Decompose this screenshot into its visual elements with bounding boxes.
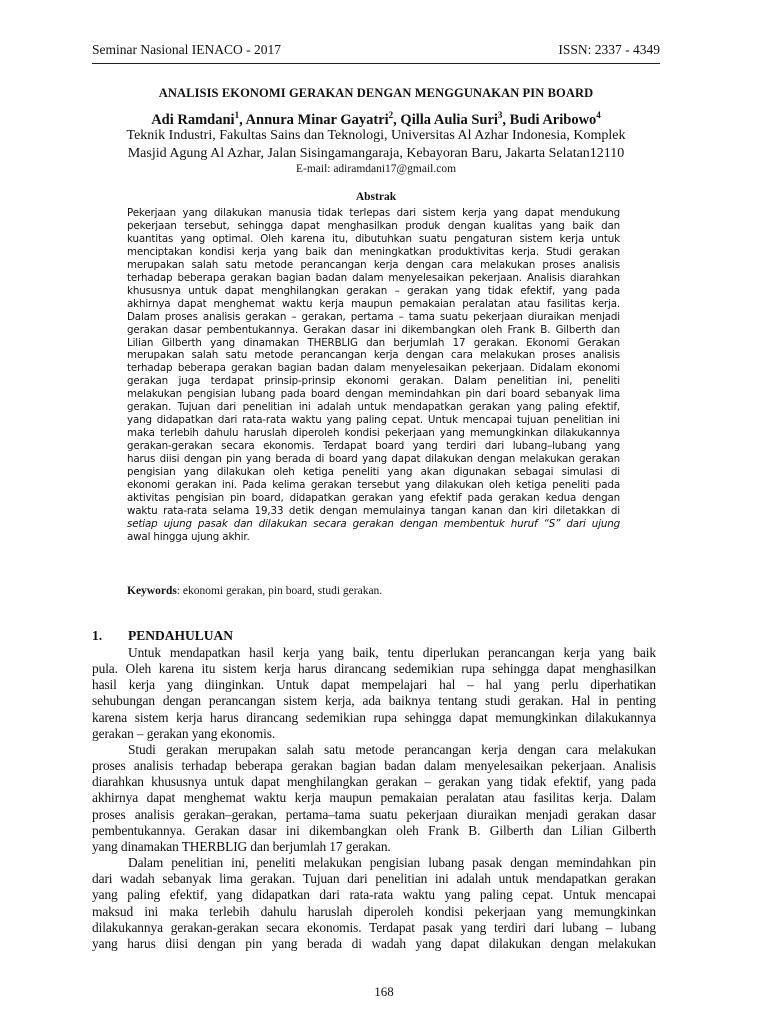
body-line: gerakan – gerakan yang ekonomis. <box>92 725 276 741</box>
header-issn: ISSN: 2337 - 4349 <box>558 42 660 57</box>
author-separator: , <box>502 111 510 128</box>
abstract-line: setiap ujung pasak dan dilakukan secara gerakan dengan membentuk huruf “S” dari ujung <box>127 517 620 530</box>
body-line: pembentukannya. Gerakan dasar ini dikembangkan oleh Frank B. Gilberth dan Lilian Gilberth <box>92 822 656 838</box>
section-heading <box>92 628 233 644</box>
body-line: yang dinamakan THERBLIG dan berjumlah 17 gerakan. <box>92 838 391 854</box>
abstract-line: maka terlebih dahulu haruslah diperoleh kondisi pekerjaan yang memungkinkan dilakukannya <box>127 427 620 440</box>
affiliation-line: Teknik Industri, Fakultas Sains dan Teknologi, Universitas Al Azhar Indonesia, Komplek <box>126 128 626 143</box>
body-line: Dalam penelitian ini, peneliti melakukan pengisian lubang pasak dengan memindahkan pin <box>128 855 656 871</box>
abstract-line: gerakan dasar pembentukannya. Gerakan dasar ini dikembangkan oleh Frank B. Gilberth dan <box>127 323 620 336</box>
page-number: 168 <box>374 984 394 999</box>
abstract-body <box>127 207 620 544</box>
abstract-line: pekerjaan tersebut, sehingga dapat menghasilkan produk dengan kualitas yang baik dan <box>127 219 620 232</box>
abstract-line: terhadap beberapa gerakan bagian badan dalam menyelesaikan pekerjaan. Analisis diarahkan <box>127 271 620 284</box>
body-line: dilakukannya gerakan-gerakan secara ekonomis. Terdapat pasak yang terdiri dari lubang – lubang <box>92 919 656 935</box>
author-affil-mark: 1 <box>234 110 240 120</box>
abstract-line: terhadap beberapa gerakan bagian badan dalam menyelesaikan pekerjaan. Didalam ekonomi <box>127 362 620 375</box>
header-conference: Seminar Nasional IENACO - 2017 <box>92 42 281 57</box>
abstract-line: harus diisi dengan pin yang berada di board yang dapat dilakukan dengan melakukan gerakan <box>127 453 620 466</box>
body-line: yang paling efektif, yang didapatkan dari rata-rata waktu yang paling cepat. Untuk mencapai <box>92 887 656 903</box>
author-affil-mark: 2 <box>388 110 394 120</box>
body-line: Untuk mendapatkan hasil kerja yang baik, tentu diperlukan perancangan kerja yang baik <box>128 645 656 660</box>
author-list <box>92 110 660 129</box>
abstract-line: gerakan. Tujuan dari penelitian ini adalah untuk mendapatkan gerakan yang paling efektif, <box>127 401 620 414</box>
body-line: proses analisis gerakan–gerakan, pertama–tama suatu pekerjaan diuraikan menjadi gerakan dasar <box>92 806 656 822</box>
body-line: yang harus diisi dengan pin yang berada di wadah yang dapat dilakukan dengan melakukan <box>92 935 656 951</box>
body-line: karena sistem kerja harus dirancang sedemikian rupa sehingga dapat memungkinkan dilakukannya <box>92 709 656 725</box>
keywords-text: : ekonomi gerakan, pin board, studi gerakan. <box>176 585 383 597</box>
author-affil-mark: 3 <box>497 110 503 120</box>
abstract-line: yang didapatkan dari rata-rata waktu yang paling cepat. Untuk mencapai tujuan penelitian ini <box>127 414 620 427</box>
header-rule <box>92 63 660 64</box>
body-line: maksud ini maka terlebih dahulu haruslah diperoleh kondisi pekerjaan yang memungkinkan <box>92 903 656 919</box>
body-line: hasil kerja yang diinginkan. Untuk dapat mempelajari hal – hal yang perlu diperhatikan <box>92 677 656 693</box>
section-number: 1. <box>92 628 103 643</box>
abstract-line: melakukan pengisian lubang pada board dengan memindahkan pin dari board sebanyak lima <box>127 388 620 401</box>
abstract-line: menciptakan kondisi kerja yang baik dan meningkatkan produktivitas kerja. Studi gerakan <box>127 245 620 258</box>
body-line: Studi gerakan merupakan salah satu metode perancangan kerja dengan cara melakukan <box>128 741 656 757</box>
abstract-line: aktivitas pengisian pin board, didapatkan gerakan yang efektif pada gerakan kedua dengan <box>127 491 620 504</box>
abstract-line: akhirnya dapat menghemat waktu kerja maupun pemakaian peralatan atau fasilitas kerja. <box>127 297 620 310</box>
author-name: Adi Ramdani <box>151 111 235 128</box>
abstract-line: waktu rata-rata selama 19,33 detik dengan memulainya tangan kanan dan kiri diletakkan di <box>127 504 620 517</box>
abstract-line: pengisian yang dilakukan oleh ketiga peneliti yang akan digunakan sebagai simulasi di <box>127 466 620 479</box>
body-line: pula. Oleh karena itu sistem kerja harus dirancang sedemikian rupa sehingga dapat menghasilkan <box>92 661 656 677</box>
body-text <box>92 645 656 952</box>
abstract-heading: Abstrak <box>355 191 397 203</box>
keywords <box>127 585 382 597</box>
abstract-line: gerakan juga terdapat prinsip-prinsip ekonomi gerakan. Dalam penelitian ini, peneliti <box>127 375 620 388</box>
abstract-line: Dalam proses analisis gerakan – gerakan, pertama – tama suatu pekerjaan diuraikan menjadi <box>127 310 620 323</box>
author-separator: , <box>239 111 246 128</box>
abstract-line: ekonomi gerakan ini. Pada kelima gerakan tersebut yang dilakukan oleh ketiga peneliti pada <box>127 479 620 492</box>
abstract-line: merupakan salah satu metode perancangan kerja dengan cara melakukan proses analisis <box>127 258 620 271</box>
author-email: E-mail: adiramdani17@gmail.com <box>295 163 457 175</box>
running-header <box>92 42 660 58</box>
abstract-line: gerakan-gerakan secara ekonomis. Terdapat board yang terdiri dari lubang–lubang yang <box>127 440 620 453</box>
author-separator: , <box>393 111 401 128</box>
section-title: PENDAHULUAN <box>128 628 234 643</box>
paper-title: ANALISIS EKONOMI GERAKAN DENGAN MENGGUNAKAN PIN BOARD <box>158 86 594 100</box>
abstract-line: awal hingga ujung akhir. <box>127 530 250 543</box>
body-line: akhirnya dapat menghemat waktu kerja maupun pemakaian peralatan atau fasilitas kerja. Dalam <box>92 790 656 806</box>
body-line: diarahkan khususnya untuk dapat menghilangkan gerakan – gerakan yang tidak efektif, yang pada <box>92 774 656 790</box>
body-line: dari wadah sebanyak lima gerakan. Tujuan dari penelitian ini adalah untuk mendapatkan gerakan <box>92 871 656 887</box>
keywords-label: Keywords <box>127 585 177 597</box>
body-line: proses analisis terhadap beberapa gerakan bagian badan dalam menyelesaikan pekerjaan. Analisis <box>92 758 656 774</box>
abstract-line: kuantitas yang optimal. Oleh karena itu, dibutuhkan suatu pengaturan sistem kerja untuk <box>127 232 620 245</box>
abstract-line: merupakan salah satu metode perancangan kerja dengan cara melakukan proses analisis <box>127 349 620 362</box>
affiliation <box>80 127 672 163</box>
author-name: Annura Minar Gayatri <box>245 111 389 128</box>
author-name: Qilla Aulia Suri <box>400 111 498 128</box>
abstract-line: Pekerjaan yang dilakukan manusia tidak terlepas dari sistem kerja yang dapat mendukung <box>127 207 620 219</box>
author-affil-mark: 4 <box>596 110 601 120</box>
author-name: Budi Aribowo <box>509 111 597 128</box>
affiliation-line: Masjid Agung Al Azhar, Jalan Sisingamangaraja, Kebayoran Baru, Jakarta Selatan12110 <box>127 146 625 161</box>
body-line: sehubungan dengan perancangan sistem kerja, ada baiknya tentang studi gerakan. Hal in penting <box>92 693 656 709</box>
abstract-line: Lilian Gilberth yang dinamakan THERBLIG dan berjumlah 17 gerakan. Ekonomi Gerakan <box>127 336 620 349</box>
abstract-line: khususnya untuk dapat menghilangkan gerakan – gerakan yang tidak efektif, yang pada <box>127 284 620 297</box>
